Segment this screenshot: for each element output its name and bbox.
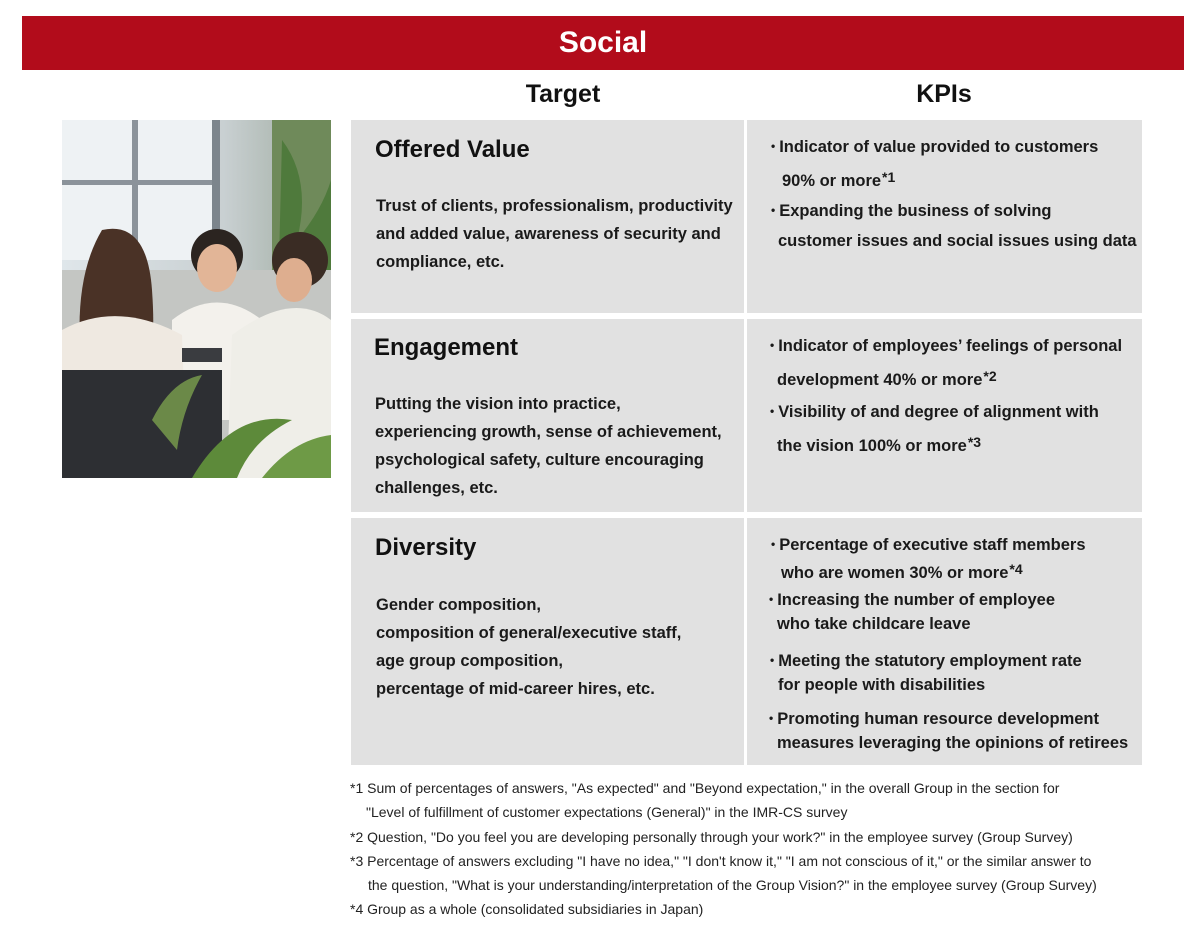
kpi-line: the vision 100% or more [777,437,967,455]
kpi-line: who take childcare leave [777,615,971,633]
description-line: Putting the vision into practice, [375,395,621,413]
kpi-line: Meeting the statutory employment rate [778,652,1082,670]
office-photo [62,120,331,478]
description-line: age group composition, [376,652,564,670]
footnote-ref: *3 [967,434,982,450]
kpi-line: development 40% or more [777,371,983,389]
footnote: *1 Sum of percentages of answers, "As expected" and "Beyond expectation," in the overall Group in the section for [350,780,1060,796]
kpi-line: customer issues and social issues using data [778,232,1137,250]
section-title: Social [558,26,648,59]
footnote: *4 Group as a whole (consolidated subsidiaries in Japan) [350,901,704,918]
target-title: Diversity [375,534,477,561]
kpi-item: • Meeting the statutory employment rate for people with disabilities [770,652,1082,694]
target-description [376,192,733,276]
column-header-target: Target [525,80,601,108]
kpi-line: Indicator of value provided to customers [779,138,1099,156]
kpi-line: Promoting human resource development [777,710,1100,728]
footnote: *2 Question, "Do you feel you are developing personally through your work?" in the employee survey (Group Survey) [350,828,1073,845]
target-cell-diversity [351,518,744,765]
kpi-line: 90% or more [782,172,882,190]
kpi-item: • Indicator of employees’ feelings of personal development 40% or more$^{*2}$ [770,337,1123,389]
kpi-line: who are women 30% or more [781,564,1009,582]
kpi-item: • Percentage of executive staff members who are women 30% or more$^{*4}$ [771,536,1086,582]
kpi-item: • Indicator of value provided to customers 90% or more$^{*1}$ [771,138,1099,190]
description-line: Gender composition, [376,596,542,614]
description-line: and added value, awareness of security and [376,225,721,243]
kpi-line: Expanding the business of solving [779,202,1052,220]
footnote-ref: *2 [983,368,997,384]
footnote: "Level of fulfillment of customer expectations (General)" in the IMR-CS survey [366,804,848,821]
footnotes [350,776,1150,922]
description-line: percentage of mid-career hires, etc. [376,680,655,698]
column-header-kpis: KPIs [916,80,972,108]
kpi-line: Indicator of employees’ feelings of personal [778,337,1123,355]
kpi-cell-diversity [747,518,1142,765]
target-title: Offered Value [375,136,530,163]
description-line: psychological safety, culture encouraging [375,451,704,469]
section-banner [22,16,1184,70]
description-line: experiencing growth, sense of achievement, [375,423,722,441]
office-photo-illustration [62,120,331,478]
target-description [375,390,722,502]
description-line: Trust of clients, professionalism, productivity [376,197,733,215]
footnote: *3 Percentage of answers excluding "I have no idea," "I don't know it," "I am not conscious of it," or the similar answer to [350,852,1092,869]
footnote: the question, "What is your understanding/interpretation of the Group Vision?" in the employee survey (Group Survey) [368,877,1097,894]
description-line: compliance, etc. [376,253,505,271]
footnote-ref: *4 [1009,561,1023,577]
footnote-ref: *1 [882,169,896,185]
kpi-line: Visibility of and degree of alignment with [778,403,1099,421]
target-description [376,591,681,703]
kpi-item: • Promoting human resource development measures leveraging the opinions of retirees [769,710,1129,752]
kpi-item: • Increasing the number of employee who take childcare leave [769,591,1056,633]
kpi-cell-offered-value [747,120,1142,313]
kpi-cell-engagement [747,319,1142,512]
kpi-line: Increasing the number of employee [777,591,1056,609]
description-line: challenges, etc. [375,479,498,497]
kpi-line: Percentage of executive staff members [779,536,1086,554]
kpi-item: • Expanding the business of solving customer issues and social issues using data [771,202,1137,250]
target-cell-offered-value [351,120,744,313]
kpi-line: for people with disabilities [778,676,986,694]
target-cell-engagement [351,319,744,512]
target-title: Engagement [374,334,519,361]
kpi-item: • Visibility of and degree of alignment with the vision 100% or more$^{*3}$ [770,403,1099,455]
kpi-line: measures leveraging the opinions of retirees [777,734,1129,752]
description-line: composition of general/executive staff, [376,624,682,642]
